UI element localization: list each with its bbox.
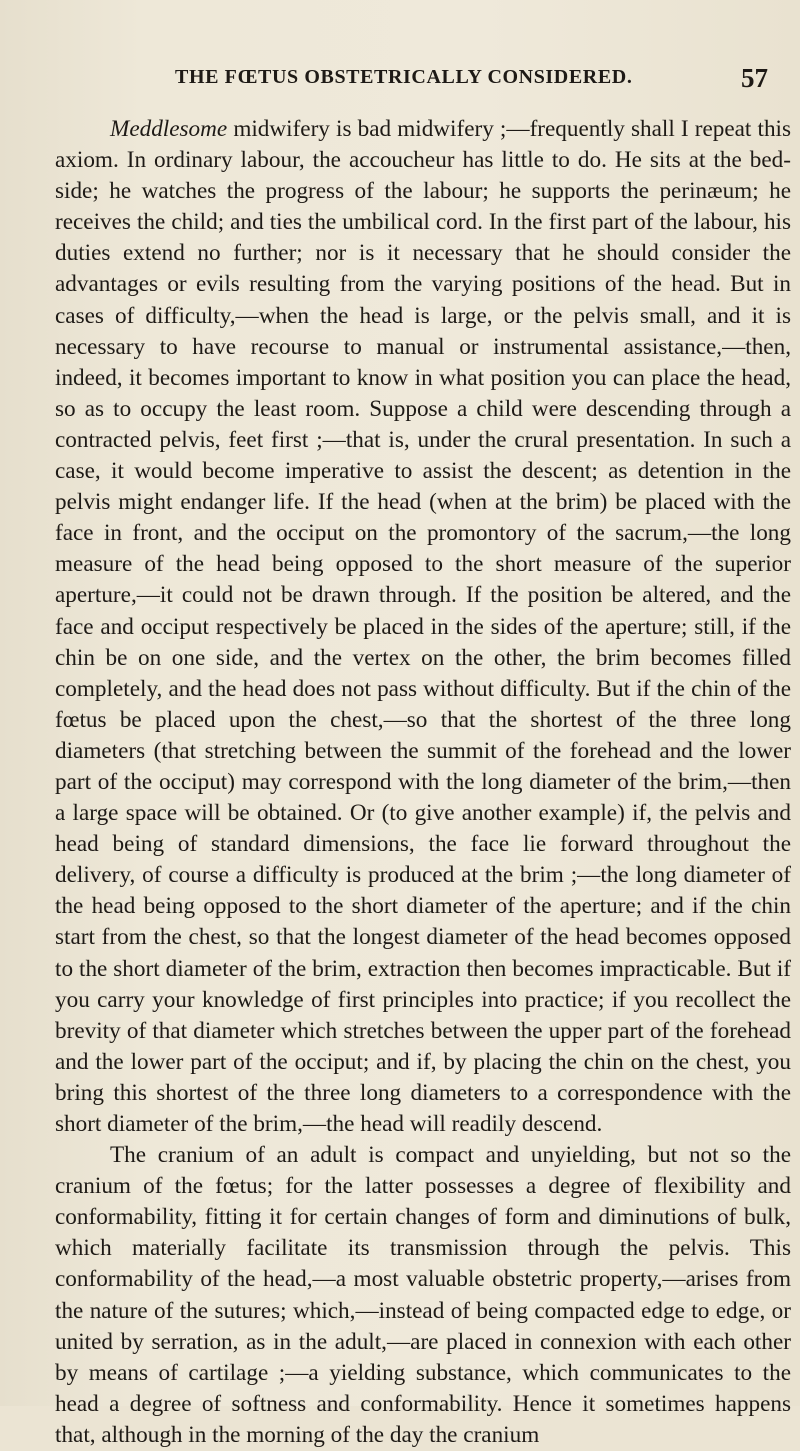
page-number: 57 [741, 63, 768, 93]
paragraph-1 [55, 114, 791, 1140]
paragraph-1-text: midwifery is bad midwifery ;—frequently shall I repeat this axiom. In ordinary labour, the accoucheur has little to do. He sits at the bed-side; he watches the progress of the labour; he supports the perinæum; he receives the child; and ties the umbilical cord. In the first part of the labour, his duties extend no further; nor is it necessary that he should consider the advantages or evils resulting from the varying positions of the head. But in cases of difficulty,—when the head is large, or the pelvis small, and it is necessary to have recourse to manual or instrumental assistance,—then, indeed, it becomes important to know in what position you can place the head, so as to occupy the least room. Suppose a child were descending through a contracted pelvis, feet first ;—that is, under the crural presentation. In such a case, it would become imperative to assist the descent; as detention in the pelvis might endanger life. If the head (when at the brim) be placed with the face in front, and the occiput on the promontory of the sacrum,—the long measure of the head being opposed to the short measure of the superior aperture,—it could not be drawn through. If the position be altered, and the face and occiput respectively be placed in the sides of the aperture; still, if the chin be on one side, and the vertex on the other, the brim becomes filled completely, and the head does not pass without difficulty. But if the chin of the fœtus be placed upon the chest,—so that the shortest of the three long diameters (that stretching between the summit of the forehead and the lower part of the occiput) may correspond with the long diameter of the brim,—then a large space will be obtained. Or (to give another example) if, the pelvis and head being of standard dimensions, the face lie forward throughout the delivery, of course a difficulty is produced at the brim ;—the long diameter of the head being opposed to the short diameter of the aperture; and if the chin start from the chest, so that the longest diameter of the head becomes opposed to the short diameter of the brim, extraction then becomes impracticable. But if you carry your knowledge of first principles into practice; if you recollect the brevity of that diameter which stretches between the upper part of the forehead and the lower part of the occiput; and if, by placing the chin on the chest, you bring this shortest of the three long diameters to a correspondence with the short diameter of the brim,—the head will readily descend. [55, 116, 791, 1137]
running-title: THE FŒTUS OBSTETRICALLY CONSIDERED. [175, 66, 633, 88]
paragraph-2-text: The cranium of an adult is compact and unyielding, but not so the cranium of the fœtus; for the latter possesses a degree of flexibility and conformability, fitting it for certain changes of form and diminutions of bulk, which materially facilitate its transmission through the pelvis. This conformability of the head,—a most valuable obstetric property,—arises from the nature of the sutures; which,—instead of being compacted edge to edge, or united by serration, as in the adult,—are placed in connexion with each other by means of cartilage ;—a yielding substance, which communicates to the head a degree of softness and conformability. Hence it sometimes happens that, although in the morning of the day the cranium [55, 1142, 791, 1448]
paragraph-1-lead-in: Meddlesome [110, 116, 228, 142]
body-text [55, 114, 791, 1451]
running-head [40, 63, 790, 106]
paragraph-2 [55, 1140, 791, 1451]
